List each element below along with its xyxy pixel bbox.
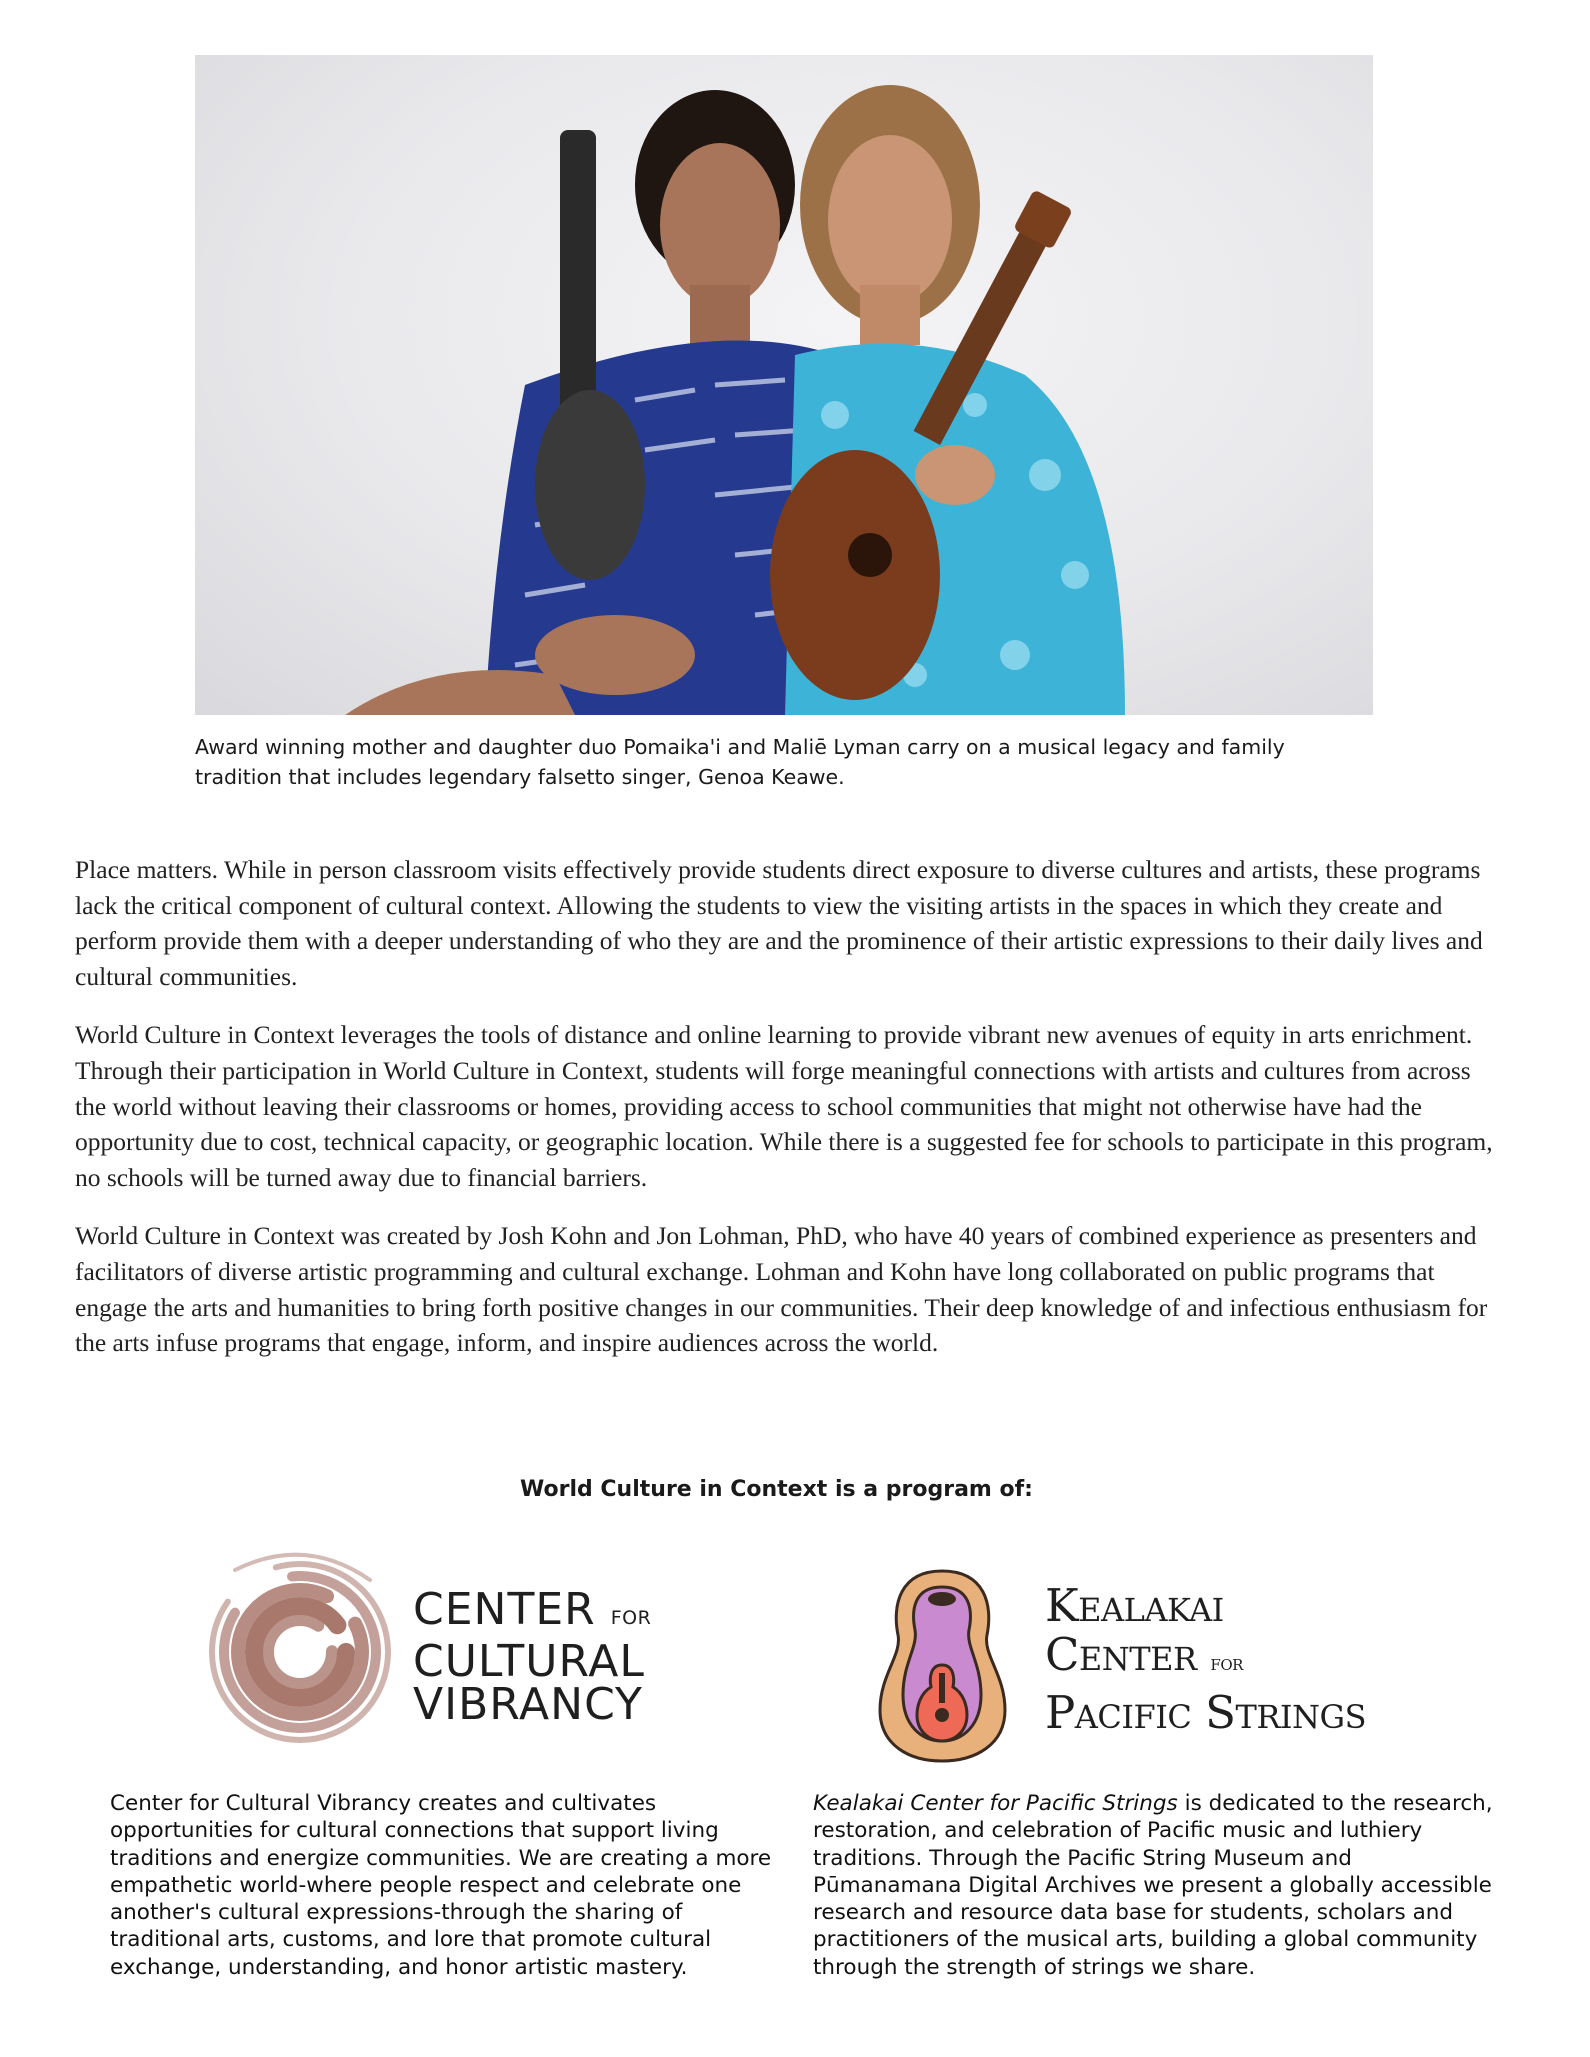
ccv-org-name: Center for Cultural Vibrancy [110,1791,412,1816]
kcps-word-pacific-strings: Pacific Strings [1045,1686,1367,1739]
kcps-org-name: Kealakai Center for Pacific Strings [813,1791,1178,1816]
ccv-wordmark [413,1584,652,1730]
ccv-word-vibrancy: VIBRANCY [413,1679,643,1730]
swirl-logo-icon [195,1540,405,1760]
ccv-logo [195,1540,665,1760]
paragraph-place-matters: Place matters. While in person classroom visits effectively provide students direct exposure to diverse cultures and artists, these programs lack the critical component of cultural context. Allowing the students to view the visiting artists in the spaces in which they create and perform provide them with a deeper understanding of who they are and the prominence of their artistic expressions to their daily lives and cultural communities. [75,855,1483,991]
kcps-description [813,1790,1503,1981]
paragraph-creators: World Culture in Context was created by Josh Kohn and Jon Lohman, PhD, who have 40 years of combined experience as presenters and facilitators of diverse artistic programming and cultural exchange. Lohman and Kohn have long collaborated on public programs that engage the arts and humanities to bring forth positive changes in our communities. Their deep knowledge of and infectious enthusiasm for the arts infuse programs that engage, inform, and inspire audiences across the world. [75,1221,1488,1358]
kcps-description-text: is dedicated to the research, restoration, and celebration of Pacific music and luthiery traditions. Through the Pacific String Museum and Pūmanamana Digital Archives we present a globally accessible research and resource data base for students, scholars and practitioners of the musical arts, building a global community through the strength of strings we share. [813,1791,1493,1980]
body-text [75,852,1505,1384]
kcps-word-for: for [1210,1651,1243,1676]
caption-line-2: tradition that includes legendary falsetto singer, Genoa Keawe. [195,765,845,789]
ukulele-logo-icon [875,1565,1010,1765]
ccv-word-for: FOR [610,1607,652,1629]
program-heading: World Culture in Context is a program of: [520,1477,1033,1502]
caption-line-1: Award winning mother and daughter duo Pomaika'i and Maliē Lyman carry on a musical legacy and family [195,735,1285,759]
kcps-logo [875,1565,1435,1765]
kcps-word-kealakai: Kealakai [1045,1579,1224,1632]
photo-caption [195,732,1345,792]
paragraph-equity: World Culture in Context leverages the tools of distance and online learning to provide vibrant new avenues of equity in arts enrichment. Through their participation in World Culture in Context, students will forge meaningful connections with artists and cultures from across the world without leaving their classrooms or homes, providing access to school communities that might not otherwise have had the opportunity due to cost, technical capacity, or geographic location. While there is a suggested fee for schools to participate in this program, no schools will be turned away due to financial barriers. [75,1020,1493,1192]
kcps-word-center: Center [1045,1628,1197,1681]
ccv-description-text: creates and cultivates opportunities for cultural connections that support living traditions and energize communities. We are creating a more empathetic world-where people respect and celebrate one another's cultural expressions-through the sharing of traditional arts, customs, and lore that promote cultural exchange, understanding, and honor artistic mastery. [110,1791,772,1980]
photo-illustration [195,55,1373,715]
portrait-photo [195,55,1373,715]
ccv-word-cultural: CULTURAL [413,1636,645,1687]
kcps-wordmark [1045,1581,1366,1737]
ccv-word-center: CENTER [413,1584,596,1635]
ccv-description [110,1790,790,1981]
